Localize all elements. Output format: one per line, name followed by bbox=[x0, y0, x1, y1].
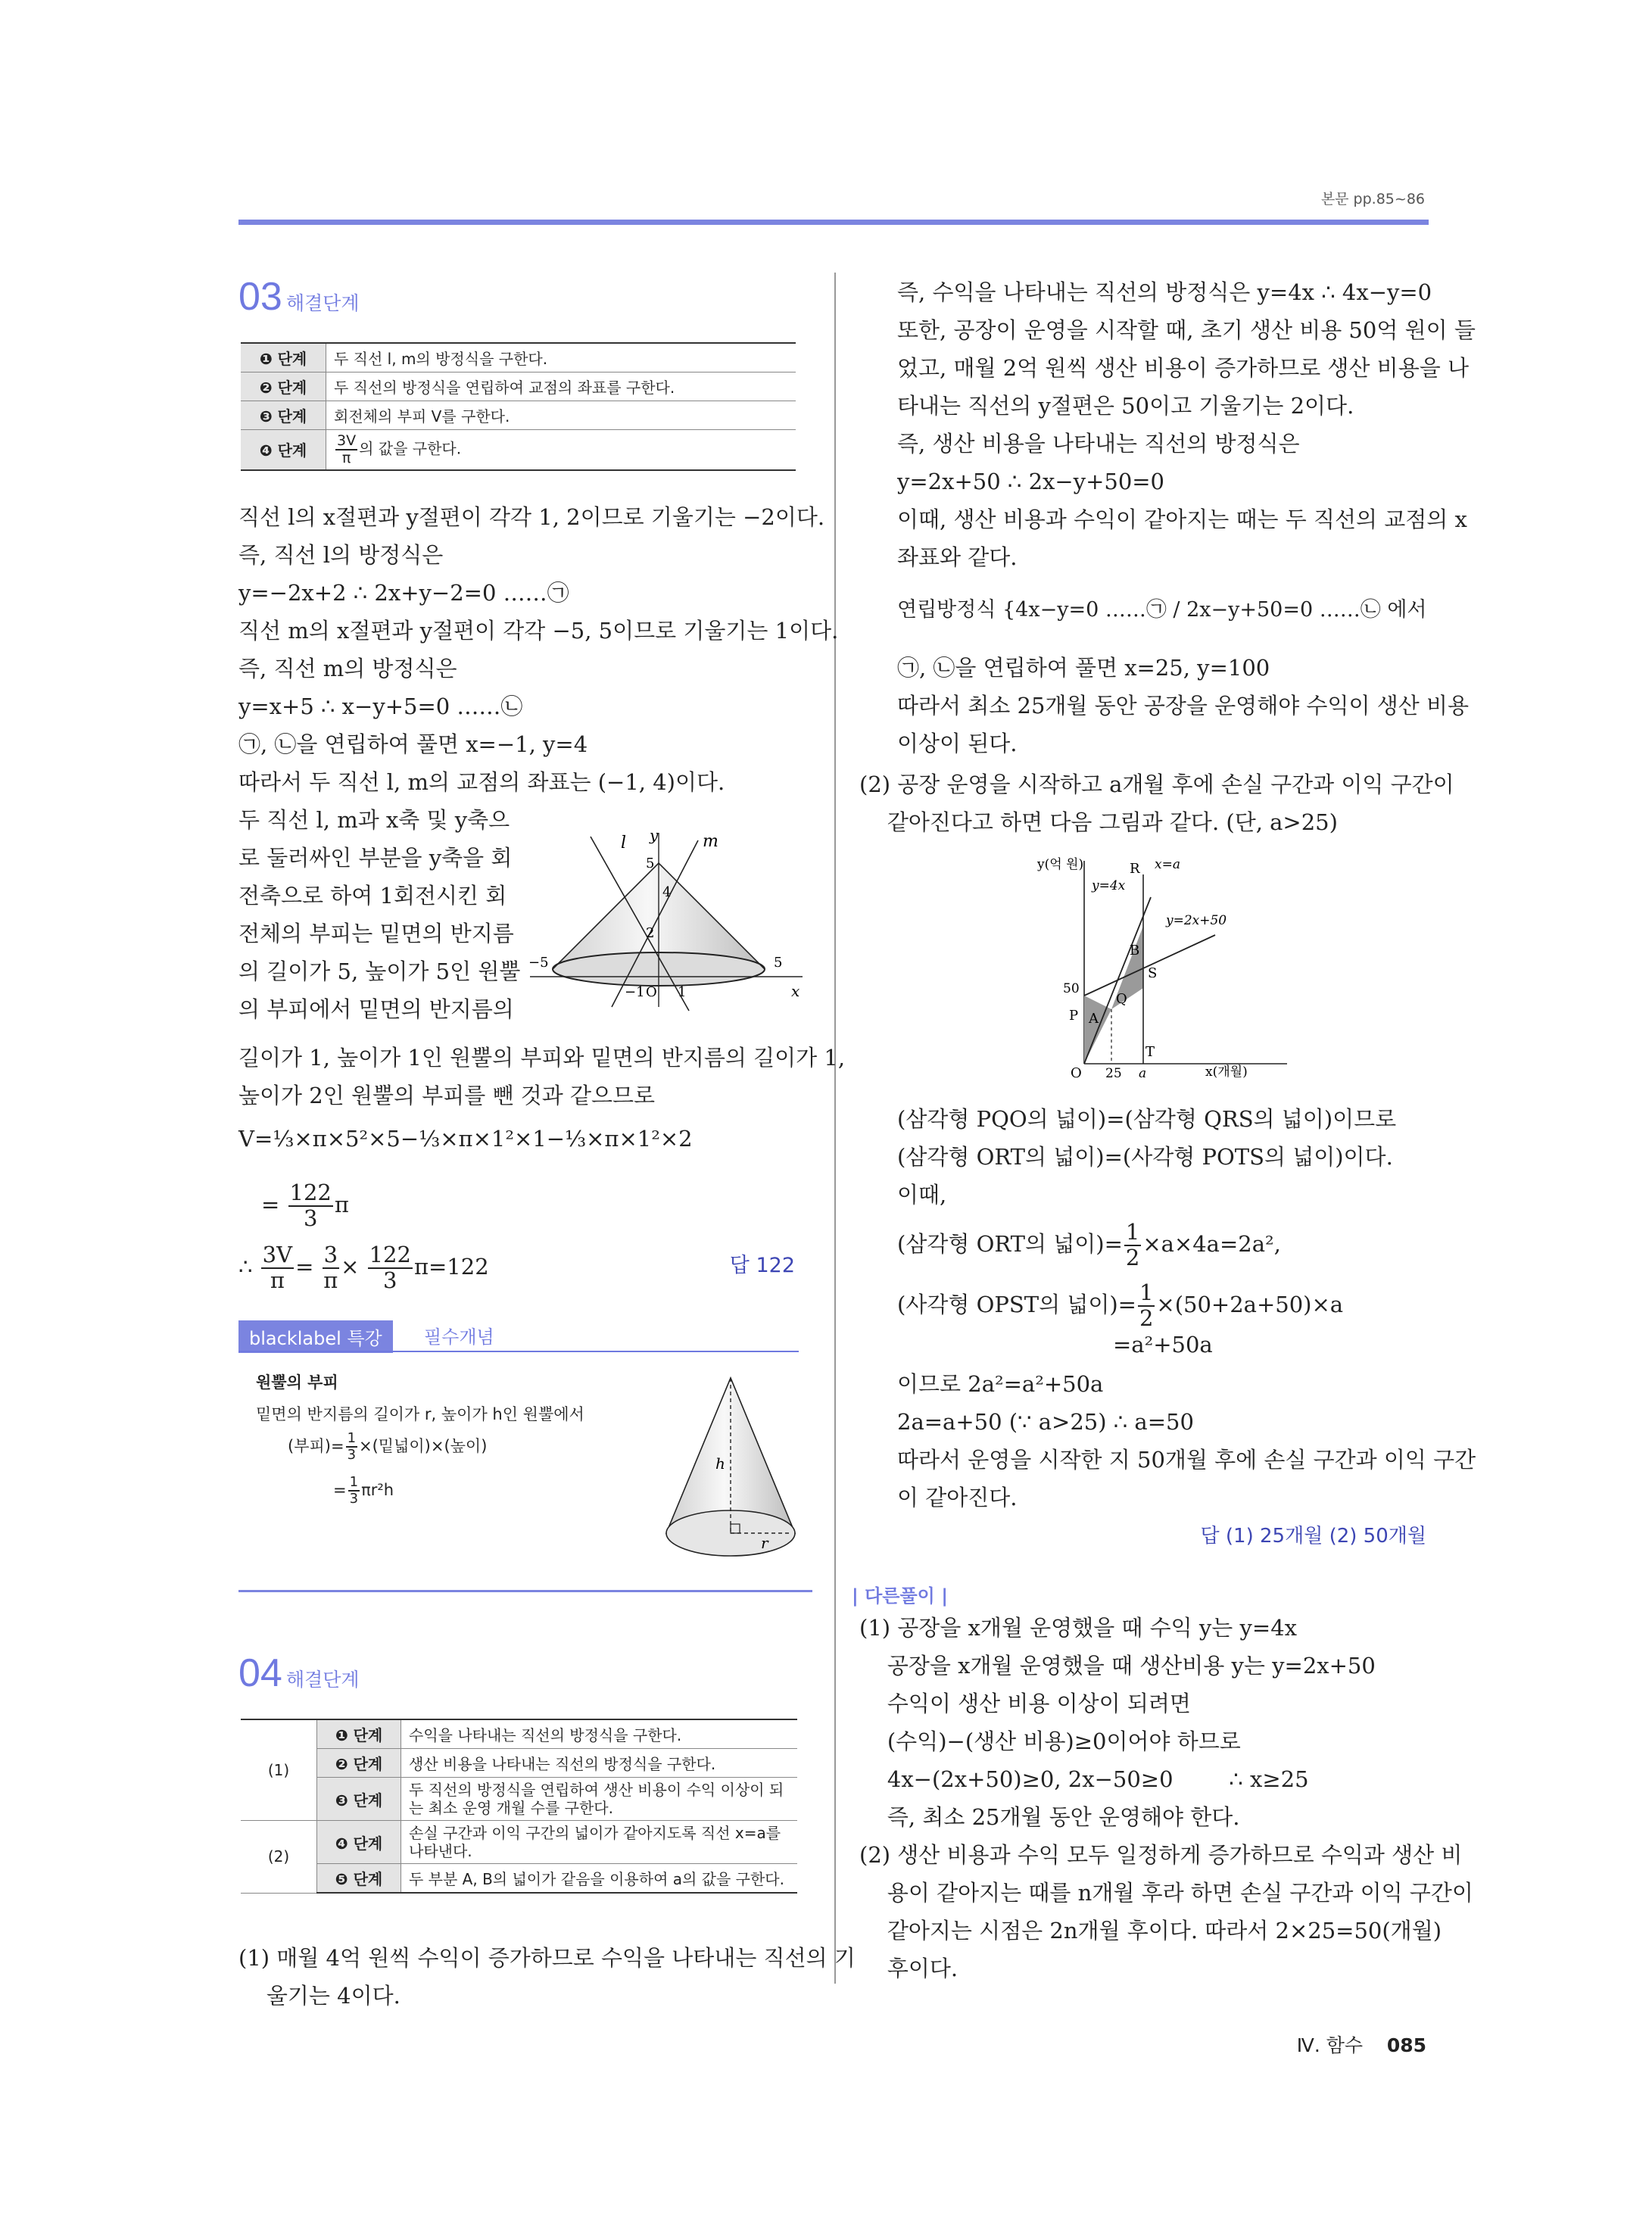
frac-den: 3 bbox=[383, 1267, 397, 1293]
p04-right-line: 또한, 공장이 운영을 시작할 때, 초기 생산 비용 50억 원이 들 bbox=[897, 317, 1476, 343]
alt-line: 공장을 x개월 운영했을 때 생산비용 y는 y=2x+50 bbox=[859, 1653, 1376, 1679]
page-reference: 본문 pp.85~86 bbox=[1320, 191, 1425, 207]
p03-line: 높이가 2인 원뿔의 부피를 뺀 것과 같으므로 bbox=[238, 1083, 655, 1108]
part-label: (2) bbox=[241, 1821, 317, 1894]
pi: π bbox=[334, 1191, 349, 1217]
f-post: ×(밑넓이)×(높이) bbox=[359, 1436, 488, 1455]
p04-line: (1) 매월 4억 원씩 수익이 증가하므로 수익을 나타내는 직선의 기 bbox=[238, 1945, 856, 1971]
tick-pos5: 5 bbox=[774, 955, 783, 971]
therefore: ∴ bbox=[238, 1253, 253, 1280]
cone-figure-03 bbox=[522, 818, 810, 1015]
f-pre: = bbox=[333, 1480, 347, 1499]
frac-den: 3 bbox=[303, 1205, 318, 1231]
p04-right-line: 이때, 생산 비용과 수익이 같아지는 때는 두 직선의 교점의 x bbox=[897, 507, 1467, 532]
alt-line: 즉, 최소 25개월 동안 운영해야 한다. bbox=[859, 1804, 1240, 1830]
alt-line: 수익이 생산 비용 이상이 되려면 bbox=[859, 1691, 1191, 1716]
alt-solution-label: | 다른풀이 | bbox=[852, 1585, 948, 1607]
p04-right-line2: 이때, bbox=[897, 1182, 947, 1208]
origin-label: O bbox=[646, 984, 657, 1000]
frac-num: 3 bbox=[323, 1242, 338, 1267]
p04-right-line: 즉, 수익을 나타내는 직선의 방정식은 y=4x ∴ 4x−y=0 bbox=[897, 279, 1432, 305]
blacklabel-title: 원뿔의 부피 bbox=[256, 1373, 338, 1392]
part-label: (1) bbox=[241, 1719, 317, 1821]
p03-line: 따라서 두 직선 l, m의 교점의 좌표는 (−1, 4)이다. bbox=[238, 769, 725, 795]
p04-right-line: 었고, 매월 2억 원씩 생산 비용이 증가하므로 생산 비용을 나 bbox=[897, 355, 1469, 381]
step-text: 생산 비용을 나타내는 직선의 방정식을 구한다. bbox=[401, 1749, 798, 1778]
frac-num: 122 bbox=[369, 1242, 411, 1267]
alt-line: (1) 공장을 x개월 운영했을 때 수익 y는 y=4x bbox=[859, 1615, 1298, 1641]
p04-right-line: 같아진다고 하면 다음 그림과 같다. (단, a>25) bbox=[859, 809, 1338, 835]
page-footer bbox=[1297, 2031, 1426, 2058]
tick-2: 2 bbox=[646, 925, 655, 941]
f-post: πr²h bbox=[361, 1480, 394, 1499]
blacklabel-formula1 bbox=[288, 1431, 487, 1463]
p03-line: 직선 m의 x절편과 y절편이 각각 −5, 5이므로 기울기는 1이다. bbox=[238, 618, 839, 644]
blacklabel-rule-bottom bbox=[238, 1590, 812, 1592]
label-l: l bbox=[621, 834, 627, 853]
p04-answer: 답 (1) 25개월 (2) 50개월 bbox=[1200, 1525, 1426, 1548]
step-text: 두 직선의 방정식을 연립하여 생산 비용이 수익 이상이 되는 최소 운영 개월 수를 구한다. bbox=[401, 1778, 798, 1821]
frac-num: 1 bbox=[347, 1430, 357, 1446]
p03-line: y=−2x+2 ∴ 2x+y−2=0 ……㉠ bbox=[238, 580, 569, 606]
x-axis-label: x(개월) bbox=[1205, 1065, 1248, 1079]
stage-title: 해결단계 bbox=[285, 292, 360, 314]
p04-right-line: 타내는 직선의 y절편은 50이고 기울기는 2이다. bbox=[897, 393, 1354, 419]
p04-right-line3: 이 같아진다. bbox=[897, 1485, 1018, 1510]
alt-line: 후이다. bbox=[859, 1956, 958, 1981]
point-Q: Q bbox=[1116, 991, 1127, 1007]
step-label: ❷ 단계 bbox=[241, 372, 326, 401]
problem-number: 04 bbox=[238, 1651, 282, 1695]
label-x-a: x=a bbox=[1155, 857, 1180, 872]
frac-den: π bbox=[341, 449, 351, 466]
f-post: ×(50+2a+50)×a bbox=[1156, 1291, 1344, 1317]
frac-num: 1 bbox=[1125, 1219, 1140, 1245]
frac-num: 3V bbox=[262, 1242, 293, 1267]
frac-num: 3V bbox=[337, 432, 357, 449]
label-m: m bbox=[703, 832, 718, 851]
tick-25: 25 bbox=[1105, 1066, 1122, 1079]
p03-line: 전축으로 하여 1회전시킨 회 bbox=[238, 883, 507, 909]
frac-den: 3 bbox=[349, 1490, 359, 1507]
point-B: B bbox=[1130, 943, 1140, 959]
frac-den: π bbox=[270, 1267, 285, 1293]
tick-neg1: −1 bbox=[625, 984, 645, 1000]
p03-line: 전체의 부피는 밑면의 반지름 bbox=[238, 921, 514, 946]
label-h: h bbox=[715, 1454, 725, 1473]
p04-right-line2: (삼각형 PQO의 넓이)=(삼각형 QRS의 넓이)이므로 bbox=[897, 1106, 1397, 1132]
step-text: 두 직선 l, m의 방정식을 구한다. bbox=[326, 343, 796, 372]
page-number: 085 bbox=[1386, 2034, 1426, 2056]
label-x: x bbox=[791, 982, 800, 1000]
section-label: Ⅳ. 함수 bbox=[1296, 2034, 1364, 2056]
header-rule bbox=[238, 220, 1429, 225]
f-pre: (사각형 OPST의 넓이)= bbox=[897, 1291, 1136, 1317]
step-text: 수익을 나타내는 직선의 방정식을 구한다. bbox=[401, 1719, 798, 1749]
point-R: R bbox=[1130, 861, 1140, 877]
frac-num: 1 bbox=[349, 1474, 359, 1490]
tick-1: 1 bbox=[678, 984, 687, 1000]
step-label: ❹ 단계 bbox=[241, 430, 326, 470]
tick-a: a bbox=[1139, 1066, 1147, 1079]
step-text: 손실 구간과 이익 구간의 넓이가 같아지도록 직선 x=a를 나타낸다. bbox=[401, 1821, 798, 1864]
p04-right-line2: (삼각형 ORT의 넓이)=(사각형 POTS의 넓이)이다. bbox=[897, 1144, 1393, 1170]
frac-num: 1 bbox=[1139, 1280, 1154, 1305]
eq-sign: = bbox=[261, 1191, 280, 1217]
step-label: ❸ 단계 bbox=[241, 401, 326, 430]
alt-line: (2) 생산 비용과 수익 모두 일정하게 증가하므로 수익과 생산 비 bbox=[859, 1842, 1463, 1868]
frac-num: 122 bbox=[289, 1180, 332, 1205]
f-pre: (부피)= bbox=[288, 1436, 344, 1455]
step-label: ❺ 단계 bbox=[317, 1864, 401, 1894]
blacklabel-formula2 bbox=[333, 1475, 394, 1507]
profit-cost-graph bbox=[1037, 852, 1295, 1079]
opst-area-result: =a²+50a bbox=[1113, 1332, 1213, 1358]
label-r: r bbox=[761, 1534, 768, 1552]
frac-den: 2 bbox=[1125, 1244, 1140, 1270]
tick-neg5: −5 bbox=[528, 955, 549, 971]
p03-line: y=x+5 ∴ x−y+5=0 ……㉡ bbox=[238, 694, 523, 719]
y-axis-label: y(억 원) bbox=[1037, 857, 1084, 872]
alt-line: 같아지는 시점은 2n개월 후이다. 따라서 2×25=50(개월) bbox=[859, 1918, 1442, 1944]
p03-line: ㉠, ㉡을 연립하여 풀면 x=−1, y=4 bbox=[238, 731, 588, 757]
p04-right-line: y=2x+50 ∴ 2x−y+50=0 bbox=[897, 469, 1165, 494]
f-pre: (삼각형 ORT의 넓이)= bbox=[897, 1230, 1123, 1257]
step-text: 회전체의 부피 V를 구한다. bbox=[326, 401, 796, 430]
p04-right-line: 좌표와 같다. bbox=[897, 544, 1018, 570]
p03-line: 의 부피에서 밑면의 반지름의 bbox=[238, 996, 514, 1022]
label-y4x: y=4x bbox=[1092, 878, 1126, 893]
origin-label: O bbox=[1071, 1065, 1082, 1079]
point-T: T bbox=[1145, 1044, 1155, 1060]
p04-right-line: 이상이 된다. bbox=[897, 731, 1018, 756]
point-P: P bbox=[1069, 1008, 1079, 1024]
p04-right-line: 연립방정식 {4x−y=0 ……㉠ / 2x−y+50=0 ……㉡ 에서 bbox=[897, 598, 1427, 622]
label-y2x50: y=2x+50 bbox=[1166, 913, 1227, 928]
problem-number: 03 bbox=[238, 275, 282, 319]
step-text: 두 부분 A, B의 넓이가 같음을 이용하여 a의 값을 구한다. bbox=[401, 1864, 798, 1894]
f-post: ×a×4a=2a², bbox=[1142, 1230, 1281, 1257]
tick-50: 50 bbox=[1063, 981, 1080, 996]
tick-4: 4 bbox=[662, 884, 672, 900]
p04-right-line3: 이므로 2a²=a²+50a bbox=[897, 1371, 1104, 1397]
alt-line: 용이 같아지는 때를 n개월 후라 하면 손실 구간과 이익 구간이 bbox=[859, 1880, 1473, 1906]
p03-answer: 답 122 bbox=[729, 1254, 795, 1277]
problem-03-heading bbox=[238, 274, 360, 320]
final-calc: ∴ $\frac{3V}{\pi}$ = $\frac{3}{\pi}$ × $\frac{122}{3}$ π=122 bbox=[238, 1242, 489, 1293]
p04-line: 울기는 4이다. bbox=[238, 1983, 401, 2009]
p03-line: 의 길이가 5, 높이가 5인 원뿔 bbox=[238, 959, 521, 984]
step-label: ❶ 단계 bbox=[317, 1719, 401, 1749]
blacklabel-tab: blacklabel 특강 bbox=[238, 1320, 393, 1353]
point-S: S bbox=[1148, 965, 1158, 981]
blacklabel-rule-top bbox=[238, 1351, 799, 1352]
p03-line: 즉, 직선 m의 방정식은 bbox=[238, 656, 457, 681]
alt-line: 4x−(2x+50)≥0, 2x−50≥0 ∴ x≥25 bbox=[859, 1766, 1309, 1792]
p04-right-line: (2) 공장 운영을 시작하고 a개월 후에 손실 구간과 이익 구간이 bbox=[859, 771, 1454, 797]
p04-steps-table bbox=[241, 1719, 797, 1894]
p03-steps-table bbox=[241, 342, 796, 471]
p03-line: 즉, 직선 l의 방정식은 bbox=[238, 542, 444, 568]
blacklabel-subtitle: 필수개념 bbox=[424, 1326, 494, 1348]
step-text-part: 의 값을 구한다. bbox=[359, 439, 462, 458]
problem-04-heading bbox=[238, 1651, 360, 1696]
step-label: ❹ 단계 bbox=[317, 1821, 401, 1864]
volume-formula: V=⅓×π×5²×5−⅓×π×1²×1−⅓×π×1²×2 bbox=[238, 1126, 693, 1152]
point-A: A bbox=[1089, 1011, 1099, 1027]
p04-right-line3: 따라서 운영을 시작한 지 50개월 후에 손실 구간과 이익 구간 bbox=[897, 1447, 1476, 1473]
p03-line: 로 둘러싸인 부분을 y축을 회 bbox=[238, 845, 513, 871]
frac-den: 2 bbox=[1139, 1305, 1154, 1331]
p03-line: 직선 l의 x절편과 y절편이 각각 1, 2이므로 기울기는 −2이다. bbox=[238, 504, 825, 530]
column-divider bbox=[834, 273, 836, 1984]
p03-line: 두 직선 l, m과 x축 및 y축으 bbox=[238, 807, 510, 833]
opst-area bbox=[897, 1281, 1343, 1331]
label-y: y bbox=[650, 826, 659, 844]
frac-den: 3 bbox=[347, 1446, 357, 1463]
volume-result bbox=[261, 1181, 349, 1231]
alt-line: (수익)−(생산 비용)≥0이어야 하므로 bbox=[859, 1728, 1241, 1754]
ort-area bbox=[897, 1220, 1281, 1270]
step-text: 두 직선의 방정식을 연립하여 교점의 좌표를 구한다. bbox=[326, 372, 796, 401]
result: π=122 bbox=[413, 1253, 489, 1280]
tick-5: 5 bbox=[646, 856, 655, 871]
step-label: ❷ 단계 bbox=[317, 1749, 401, 1778]
step-label: ❸ 단계 bbox=[317, 1778, 401, 1821]
blacklabel-desc: 밑면의 반지름의 길이가 r, 높이가 h인 원뿔에서 bbox=[256, 1405, 584, 1423]
p04-right-line: ㉠, ㉡을 연립하여 풀면 x=25, y=100 bbox=[897, 655, 1270, 681]
p03-line: 길이가 1, 높이가 1인 원뿔의 부피와 밑면의 반지름의 길이가 1, bbox=[238, 1045, 846, 1071]
step-label: ❶ 단계 bbox=[241, 343, 326, 372]
p04-right-line3: 2a=a+50 (∵ a>25) ∴ a=50 bbox=[897, 1409, 1194, 1435]
p04-right-line: 따라서 최소 25개월 동안 공장을 운영해야 수익이 생산 비용 bbox=[897, 693, 1469, 719]
p04-right-line: 즉, 생산 비용을 나타내는 직선의 방정식은 bbox=[897, 431, 1300, 457]
cone-figure-blacklabel bbox=[659, 1363, 803, 1582]
frac-den: π bbox=[323, 1267, 338, 1293]
step-text bbox=[326, 430, 796, 470]
stage-title: 해결단계 bbox=[285, 1669, 360, 1691]
